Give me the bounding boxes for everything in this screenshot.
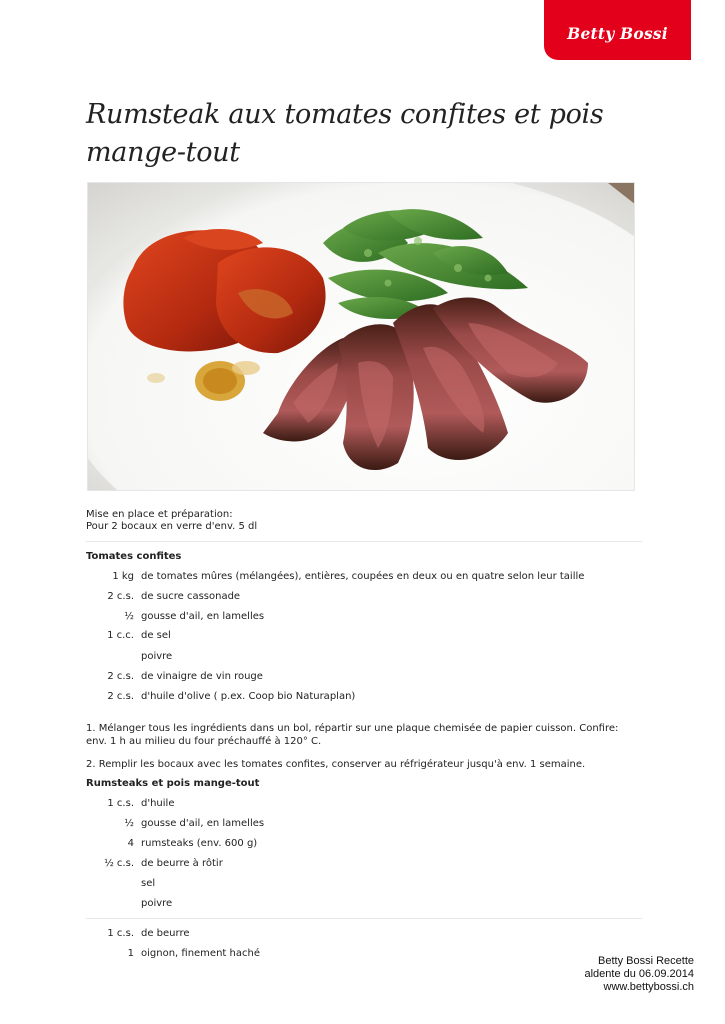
ingredient-qty: ½ — [124, 611, 134, 622]
footer-website-link[interactable]: www.bettybossi.ch — [603, 981, 694, 993]
ingredient-text: poivre — [141, 651, 173, 662]
divider — [86, 541, 642, 542]
page-footer — [585, 955, 695, 994]
dish-photo-icon — [88, 183, 635, 491]
intro-line-2: Pour 2 bocaux en verre d'env. 5 dl — [86, 521, 258, 532]
recipe-title: Rumsteak aux tomates confites et pois mange-tout — [86, 99, 604, 168]
ingredient-text: de tomates mûres (mélangées), entières, coupées en deux ou en quatre selon leur taille — [141, 571, 585, 582]
ingredient-text: oignon, finement haché — [141, 948, 260, 959]
preparation-step-1: 1. Mélanger tous les ingrédients dans un bol, répartir sur une plaque chemisée de papier cuisson. Confire: env. 1 h au milieu du four préchauffé à 120° C. — [86, 723, 619, 747]
divider — [86, 918, 642, 919]
ingredient-text: de beurre — [141, 928, 190, 939]
ingredient-qty: 2 c.s. — [107, 671, 134, 682]
ingredient-text: de sel — [141, 630, 171, 641]
ingredient-qty: 2 c.s. — [107, 591, 134, 602]
ingredient-qty: 4 — [127, 838, 134, 849]
ingredient-qty: 1 kg — [112, 571, 134, 582]
ingredient-qty: 2 c.s. — [107, 691, 134, 702]
ingredient-text: de beurre à rôtir — [141, 858, 223, 869]
ingredient-qty: ½ — [124, 818, 134, 829]
ingredient-text: d'huile d'olive ( p.ex. Coop bio Naturaplan) — [141, 691, 356, 702]
ingredient-qty: ½ c.s. — [104, 858, 134, 869]
ingredient-qty: 1 c.s. — [107, 798, 134, 809]
ingredient-qty: 1 c.c. — [107, 630, 134, 641]
intro-line-1: Mise en place et préparation: — [86, 509, 233, 520]
brand-logo: Betty Bossi — [544, 0, 691, 60]
ingredient-text: poivre — [141, 898, 173, 909]
ingredient-text: gousse d'ail, en lamelles — [141, 818, 265, 829]
ingredient-qty: 1 — [127, 948, 134, 959]
section-title-rumsteaks: Rumsteaks et pois mange-tout — [86, 778, 260, 789]
preparation-intro — [86, 509, 257, 533]
dish-photo — [87, 182, 635, 491]
ingredient-text: de vinaigre de vin rouge — [141, 671, 263, 682]
section-title-tomates: Tomates confites — [86, 551, 182, 562]
ingredient-qty: 1 c.s. — [107, 928, 134, 939]
ingredient-text: de sucre cassonade — [141, 591, 241, 602]
ingredient-text: d'huile — [141, 798, 175, 809]
footer-source: Betty Bossi Recette — [598, 955, 694, 967]
footer-date: aldente du 06.09.2014 — [584, 968, 694, 980]
ingredient-text: gousse d'ail, en lamelles — [141, 611, 265, 622]
preparation-step-2: 2. Remplir les bocaux avec les tomates confites, conserver au réfrigérateur jusqu'à env. 1 semaine. — [86, 759, 586, 770]
ingredient-text: rumsteaks (env. 600 g) — [141, 838, 258, 849]
ingredient-text: sel — [141, 878, 156, 889]
